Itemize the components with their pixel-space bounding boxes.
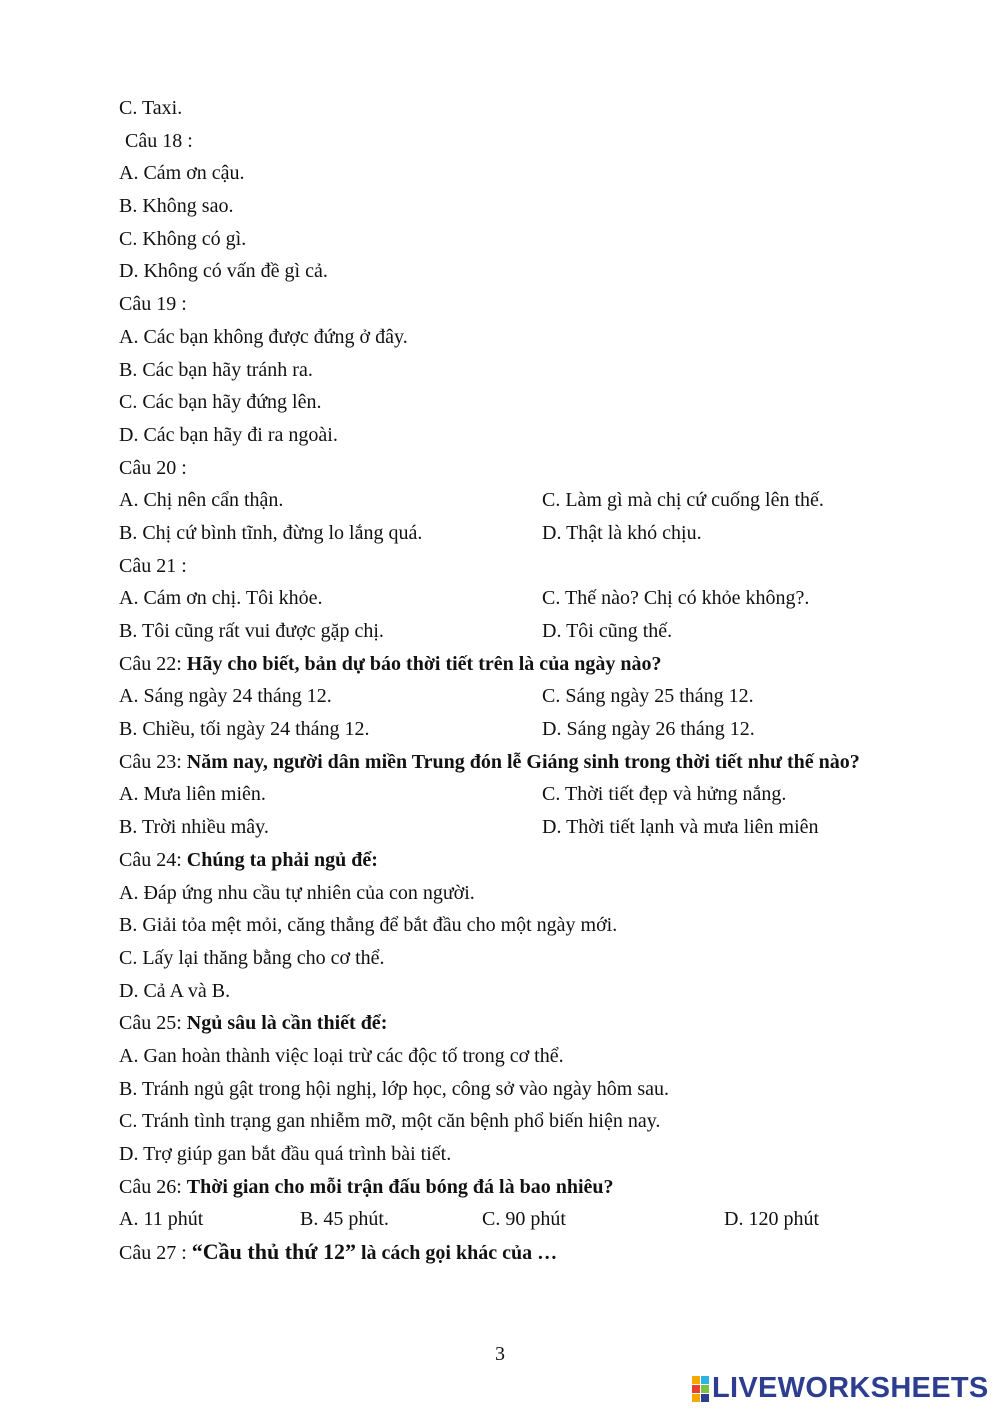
option-c: C. Thế nào? Chị có khỏe không?. — [542, 587, 810, 610]
question-text: Hãy cho biết, bản dự báo thời tiết trên là của ngày nào? — [186, 652, 662, 675]
option-line: A. Các bạn không được đứng ở đây. — [119, 325, 408, 348]
question-25 — [119, 1007, 939, 1040]
question-label: Câu 25: — [119, 1012, 182, 1035]
question-23 — [119, 746, 939, 779]
option-c: C. 90 phút — [482, 1208, 566, 1231]
question-text: là cách gọi khác của … — [355, 1242, 558, 1265]
option-line: C. Không có gì. — [119, 227, 247, 250]
question-label: Câu 27 : — [119, 1242, 187, 1265]
option-row — [119, 778, 939, 811]
option-c: C. Làm gì mà chị cứ cuống lên thế. — [542, 489, 824, 512]
question-label: Câu 26: — [119, 1175, 182, 1198]
option-b: B. Chiều, tối ngày 24 tháng 12. — [119, 718, 370, 741]
option-b: B. 45 phút. — [300, 1208, 389, 1231]
option-line: B. Giải tỏa mệt mỏi, căng thẳng để bắt đầu cho một ngày mới. — [119, 914, 618, 937]
option-line: B. Tránh ngủ gật trong hội nghị, lớp học, công sở vào ngày hôm sau. — [119, 1077, 670, 1100]
option-line: D. Trợ giúp gan bắt đầu quá trình bài tiết. — [119, 1143, 452, 1166]
question-text: Thời gian cho mỗi trận đấu bóng đá là bao nhiêu? — [186, 1175, 614, 1198]
option-b: B. Tôi cũng rất vui được gặp chị. — [119, 620, 384, 642]
option-row — [119, 811, 939, 844]
liveworksheets-logo-icon — [692, 1376, 709, 1402]
option-line: B. Các bạn hãy tránh ra. — [119, 358, 313, 381]
question-22 — [119, 648, 939, 681]
option-line: A. Gan hoàn thành việc loại trừ các độc tố trong cơ thể. — [119, 1044, 564, 1067]
question-label: Câu 20 : — [119, 456, 187, 479]
option-row — [119, 517, 939, 550]
option-row — [119, 713, 939, 746]
option-a: A. Mưa liên miên. — [119, 783, 266, 806]
option-a: A. Sáng ngày 24 tháng 12. — [119, 685, 332, 708]
question-label: Câu 22: — [119, 652, 182, 675]
question-label: Câu 18 : — [125, 129, 193, 152]
option-b: B. Chị cứ bình tĩnh, đừng lo lắng quá. — [119, 521, 423, 544]
option-d: D. Thật là khó chịu. — [542, 521, 702, 544]
option-d: D. Thời tiết lạnh và mưa liên miên — [542, 816, 819, 839]
worksheet-page — [119, 92, 939, 1269]
page-number: 3 — [495, 1343, 505, 1365]
option-d: D. Sáng ngày 26 tháng 12. — [542, 718, 755, 741]
question-quote: “Cầu thủ thứ 12” — [191, 1239, 356, 1265]
question-label: Câu 23: — [119, 750, 182, 773]
question-text: Ngủ sâu là cần thiết để: — [186, 1012, 388, 1035]
option-line: C. Lấy lại thăng bằng cho cơ thể. — [119, 946, 385, 969]
option-d: D. 120 phút — [724, 1208, 819, 1231]
option-line: D. Cả A và B. — [119, 979, 231, 1002]
option-row — [119, 582, 939, 615]
option-line: A. Đáp ứng nhu cầu tự nhiên của con người. — [119, 881, 475, 904]
option-a: A. Cám ơn chị. Tôi khỏe. — [119, 587, 323, 610]
option-b: B. Trời nhiều mây. — [119, 816, 269, 839]
option-row — [119, 615, 939, 648]
option-a: A. 11 phút — [119, 1208, 204, 1231]
option-c: C. Thời tiết đẹp và hửng nắng. — [542, 783, 787, 806]
option-line: A. Cám ơn cậu. — [119, 162, 245, 185]
question-label: Câu 24: — [119, 848, 182, 871]
logo-text: LIVEWORKSHEETS — [712, 1372, 989, 1404]
option-d: D. Tôi cũng thế. — [542, 620, 673, 642]
option-row — [119, 1203, 939, 1236]
question-27 — [119, 1236, 939, 1269]
question-24 — [119, 844, 939, 877]
option-a: A. Chị nên cẩn thận. — [119, 489, 284, 512]
option-row — [119, 484, 939, 517]
option-c: C. Sáng ngày 25 tháng 12. — [542, 685, 754, 708]
option-line: D. Các bạn hãy đi ra ngoài. — [119, 423, 338, 446]
question-label: Câu 19 : — [119, 293, 187, 316]
option-line: C. Tránh tình trạng gan nhiễm mỡ, một căn bệnh phổ biến hiện nay. — [119, 1110, 661, 1133]
option-line: C. Các bạn hãy đứng lên. — [119, 391, 322, 414]
option-line: B. Không sao. — [119, 195, 234, 218]
option-line: D. Không có vấn đề gì cả. — [119, 260, 328, 283]
question-text: Chúng ta phải ngủ để: — [186, 848, 378, 871]
option-row — [119, 680, 939, 713]
question-text: Năm nay, người dân miền Trung đón lễ Giáng sinh trong thời tiết như thế nào? — [186, 750, 860, 773]
liveworksheets-logo — [692, 1372, 989, 1405]
option-line: C. Taxi. — [119, 97, 183, 119]
question-26 — [119, 1171, 939, 1204]
question-label: Câu 21 : — [119, 554, 187, 577]
